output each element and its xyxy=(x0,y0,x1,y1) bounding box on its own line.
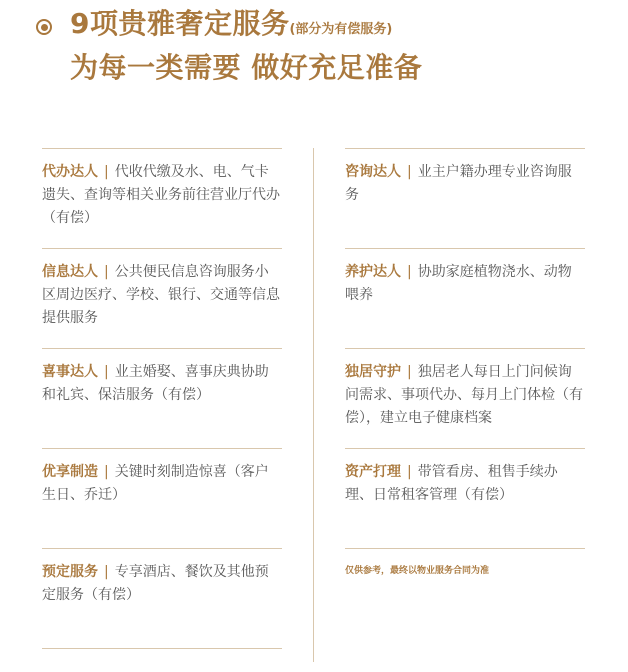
service-desc: 代收代缴及水、电、气卡遗失、查询等相关业务前往营业厅代办（有偿） xyxy=(42,164,280,226)
service-item-surprise: 优享制造 | 关键时刻制造惊喜（客户生日、乔迁） xyxy=(42,448,282,548)
service-item-info: 信息达人 | 公共便民信息咨询服务小区周边医疗、学校、银行、交通等信息提供服务 xyxy=(42,248,282,348)
service-name: 代办达人 xyxy=(42,164,98,180)
service-item-consult: 咨询达人 | 业主户籍办理专业咨询服务 xyxy=(345,148,585,248)
service-name: 预定服务 xyxy=(42,564,98,580)
service-name: 资产打理 xyxy=(345,464,401,480)
service-item-asset: 资产打理 | 带管看房、租售手续办理、日常租客管理（有偿） xyxy=(345,448,585,548)
left-service-column xyxy=(42,148,282,649)
service-desc: 带管看房、租售手续办理、日常租客管理（有偿） xyxy=(345,464,558,503)
service-desc: 协助家庭植物浇水、动物喂养 xyxy=(345,264,572,303)
service-name: 养护达人 xyxy=(345,264,401,280)
service-desc: 专享酒店、餐饮及其他预定服务（有偿） xyxy=(42,564,269,603)
service-name: 独居守护 xyxy=(345,364,401,380)
service-item-elderly: 独居守护 | 独居老人每日上门问候询问需求、事项代办、每月上门体检（有偿），建立电子健康档案 xyxy=(345,348,585,448)
service-item-celebration: 喜事达人 | 业主婚娶、喜事庆典协助和礼宾、保洁服务（有偿） xyxy=(42,348,282,448)
page-subtitle: 为每一类需要 做好充足准备 xyxy=(70,51,423,84)
service-desc: 关键时刻制造惊喜（客户生日、乔迁） xyxy=(42,464,269,503)
service-item-care: 养护达人 | 协助家庭植物浇水、动物喂养 xyxy=(345,248,585,348)
service-desc: 业主户籍办理专业咨询服务 xyxy=(345,164,572,203)
service-name: 优享制造 xyxy=(42,464,98,480)
service-desc: 独居老人每日上门问候询问需求、事项代办、每月上门体检（有偿），建立电子健康档案 xyxy=(345,364,583,426)
header xyxy=(0,0,628,100)
column-divider xyxy=(313,148,314,662)
disclaimer-note: 仅供参考，最终以物业服务合同为准 xyxy=(345,548,585,648)
page-title: 9项贵雅奢定服务(部分为有偿服务) xyxy=(70,7,393,40)
service-desc: 公共便民信息咨询服务小区周边医疗、学校、银行、交通等信息提供服务 xyxy=(42,264,280,326)
service-name: 咨询达人 xyxy=(345,164,401,180)
service-desc: 业主婚娶、喜事庆典协助和礼宾、保洁服务（有偿） xyxy=(42,364,269,403)
service-item-proxy: 代办达人 | 代收代缴及水、电、气卡遗失、查询等相关业务前往营业厅代办（有偿） xyxy=(42,148,282,248)
title-subnote: (部分为有偿服务) xyxy=(289,22,393,37)
right-service-column xyxy=(345,148,585,648)
target-bullet-icon xyxy=(36,19,52,35)
service-name: 喜事达人 xyxy=(42,364,98,380)
service-name: 信息达人 xyxy=(42,264,98,280)
service-item-booking: 预定服务 | 专享酒店、餐饮及其他预定服务（有偿） xyxy=(42,548,282,648)
divider xyxy=(42,648,282,649)
